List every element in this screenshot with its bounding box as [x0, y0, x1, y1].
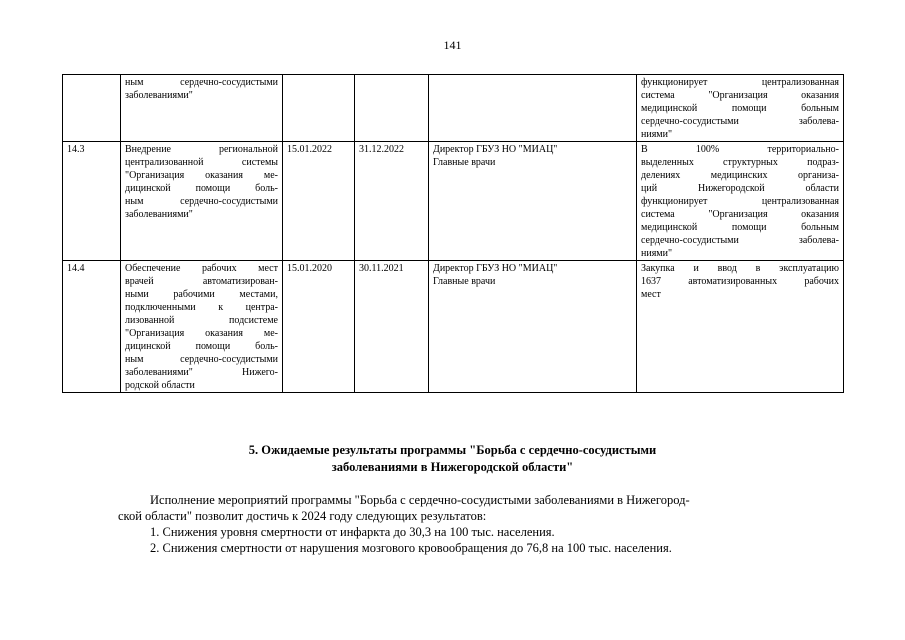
cell-line: врачей автоматизирован- — [125, 276, 278, 287]
cell-line: подключенными к центра- — [125, 302, 278, 313]
cell-start-date: 15.01.2022 — [283, 142, 355, 261]
cell-line: медицинской помощи больным — [641, 222, 839, 233]
cell-responsible — [429, 261, 637, 393]
cell-end-date: 30.11.2021 — [355, 261, 429, 393]
cell-start-date: 15.01.2020 — [283, 261, 355, 393]
cell-number — [63, 75, 121, 142]
result-item: 2. Снижения смертности от нарушения мозгового кровообращения до 76,8 на 100 тыс. населения. — [150, 541, 672, 555]
cell-responsible — [429, 75, 637, 142]
cell-line: медицинской помощи больным — [641, 103, 839, 114]
section-heading-line: 5. Ожидаемые результаты программы "Борьба с сердечно-сосудистыми — [248, 443, 657, 457]
cell-line: сердечно-сосудистыми заболева- — [641, 116, 839, 127]
cell-activity — [121, 75, 283, 142]
cell-line: делениях медицинских организа- — [641, 170, 839, 181]
cell-line: Главные врачи — [433, 276, 496, 287]
cell-result — [637, 261, 844, 393]
intro-paragraph — [118, 492, 808, 524]
table-row — [63, 75, 844, 142]
cell-line: ным сердечно-сосудистыми — [125, 77, 278, 88]
cell-start-date — [283, 75, 355, 142]
cell-line: В 100% территориально- — [641, 144, 839, 155]
page-number: 141 — [443, 38, 462, 52]
cell-end-date: 31.12.2022 — [355, 142, 429, 261]
cell-line: ниями" — [641, 129, 673, 140]
cell-line: дицинской помощи боль- — [125, 341, 278, 352]
section-body — [118, 492, 808, 556]
cell-line: "Организация оказания ме- — [125, 328, 278, 339]
cell-line: сердечно-сосудистыми заболева- — [641, 235, 839, 246]
cell-line: дицинской помощи боль- — [125, 183, 278, 194]
cell-line: 1637 автоматизированных рабочих — [641, 276, 839, 287]
cell-line: Обеспечение рабочих мест — [125, 263, 278, 274]
cell-line: заболеваниями" Нижего- — [125, 367, 278, 378]
table-body — [63, 75, 844, 393]
cell-line: "Организация оказания ме- — [125, 170, 278, 181]
cell-end-date — [355, 75, 429, 142]
cell-responsible — [429, 142, 637, 261]
cell-line: лизованной подсистеме — [125, 315, 278, 326]
intro-line: Исполнение мероприятий программы "Борьба с сердечно-сосудистыми заболеваниями в Нижегород- — [150, 493, 690, 507]
cell-line: мест — [641, 289, 661, 300]
cell-line: функционирует централизованная — [641, 196, 839, 207]
cell-line: система "Организация оказания — [641, 209, 839, 220]
cell-line: ниями" — [641, 248, 673, 259]
intro-line: ской области" позволит достичь к 2024 году следующих результатов: — [118, 509, 487, 523]
cell-line: Внедрение региональной — [125, 144, 278, 155]
cell-line: ными рабочими местами, — [125, 289, 278, 300]
cell-line: система "Организация оказания — [641, 90, 839, 101]
cell-line: функционирует централизованная — [641, 77, 839, 88]
result-item: 1. Снижения уровня смертности от инфаркта до 30,3 на 100 тыс. населения. — [150, 525, 555, 539]
cell-result — [637, 75, 844, 142]
cell-line: заболеваниями" — [125, 209, 193, 220]
cell-number: 14.4 — [63, 261, 121, 393]
cell-line: Закупка и ввод в эксплуатацию — [641, 263, 839, 274]
activities-table — [62, 74, 844, 393]
cell-result — [637, 142, 844, 261]
cell-line: Директор ГБУЗ НО "МИАЦ" — [433, 263, 558, 274]
cell-line: ным сердечно-сосудистыми — [125, 354, 278, 365]
cell-line: централизованной системы — [125, 157, 278, 168]
table-row — [63, 261, 844, 393]
cell-activity — [121, 261, 283, 393]
cell-line: выделенных структурных подраз- — [641, 157, 839, 168]
cell-line: родской области — [125, 380, 195, 391]
section-heading — [0, 442, 905, 476]
cell-activity — [121, 142, 283, 261]
cell-line: ций Нижегородской области — [641, 183, 839, 194]
cell-line: Главные врачи — [433, 157, 496, 168]
table-row — [63, 142, 844, 261]
section-heading-line: заболеваниями в Нижегородской области" — [331, 460, 574, 474]
cell-number: 14.3 — [63, 142, 121, 261]
cell-line: заболеваниями" — [125, 90, 193, 101]
cell-line: ным сердечно-сосудистыми — [125, 196, 278, 207]
cell-line: Директор ГБУЗ НО "МИАЦ" — [433, 144, 558, 155]
